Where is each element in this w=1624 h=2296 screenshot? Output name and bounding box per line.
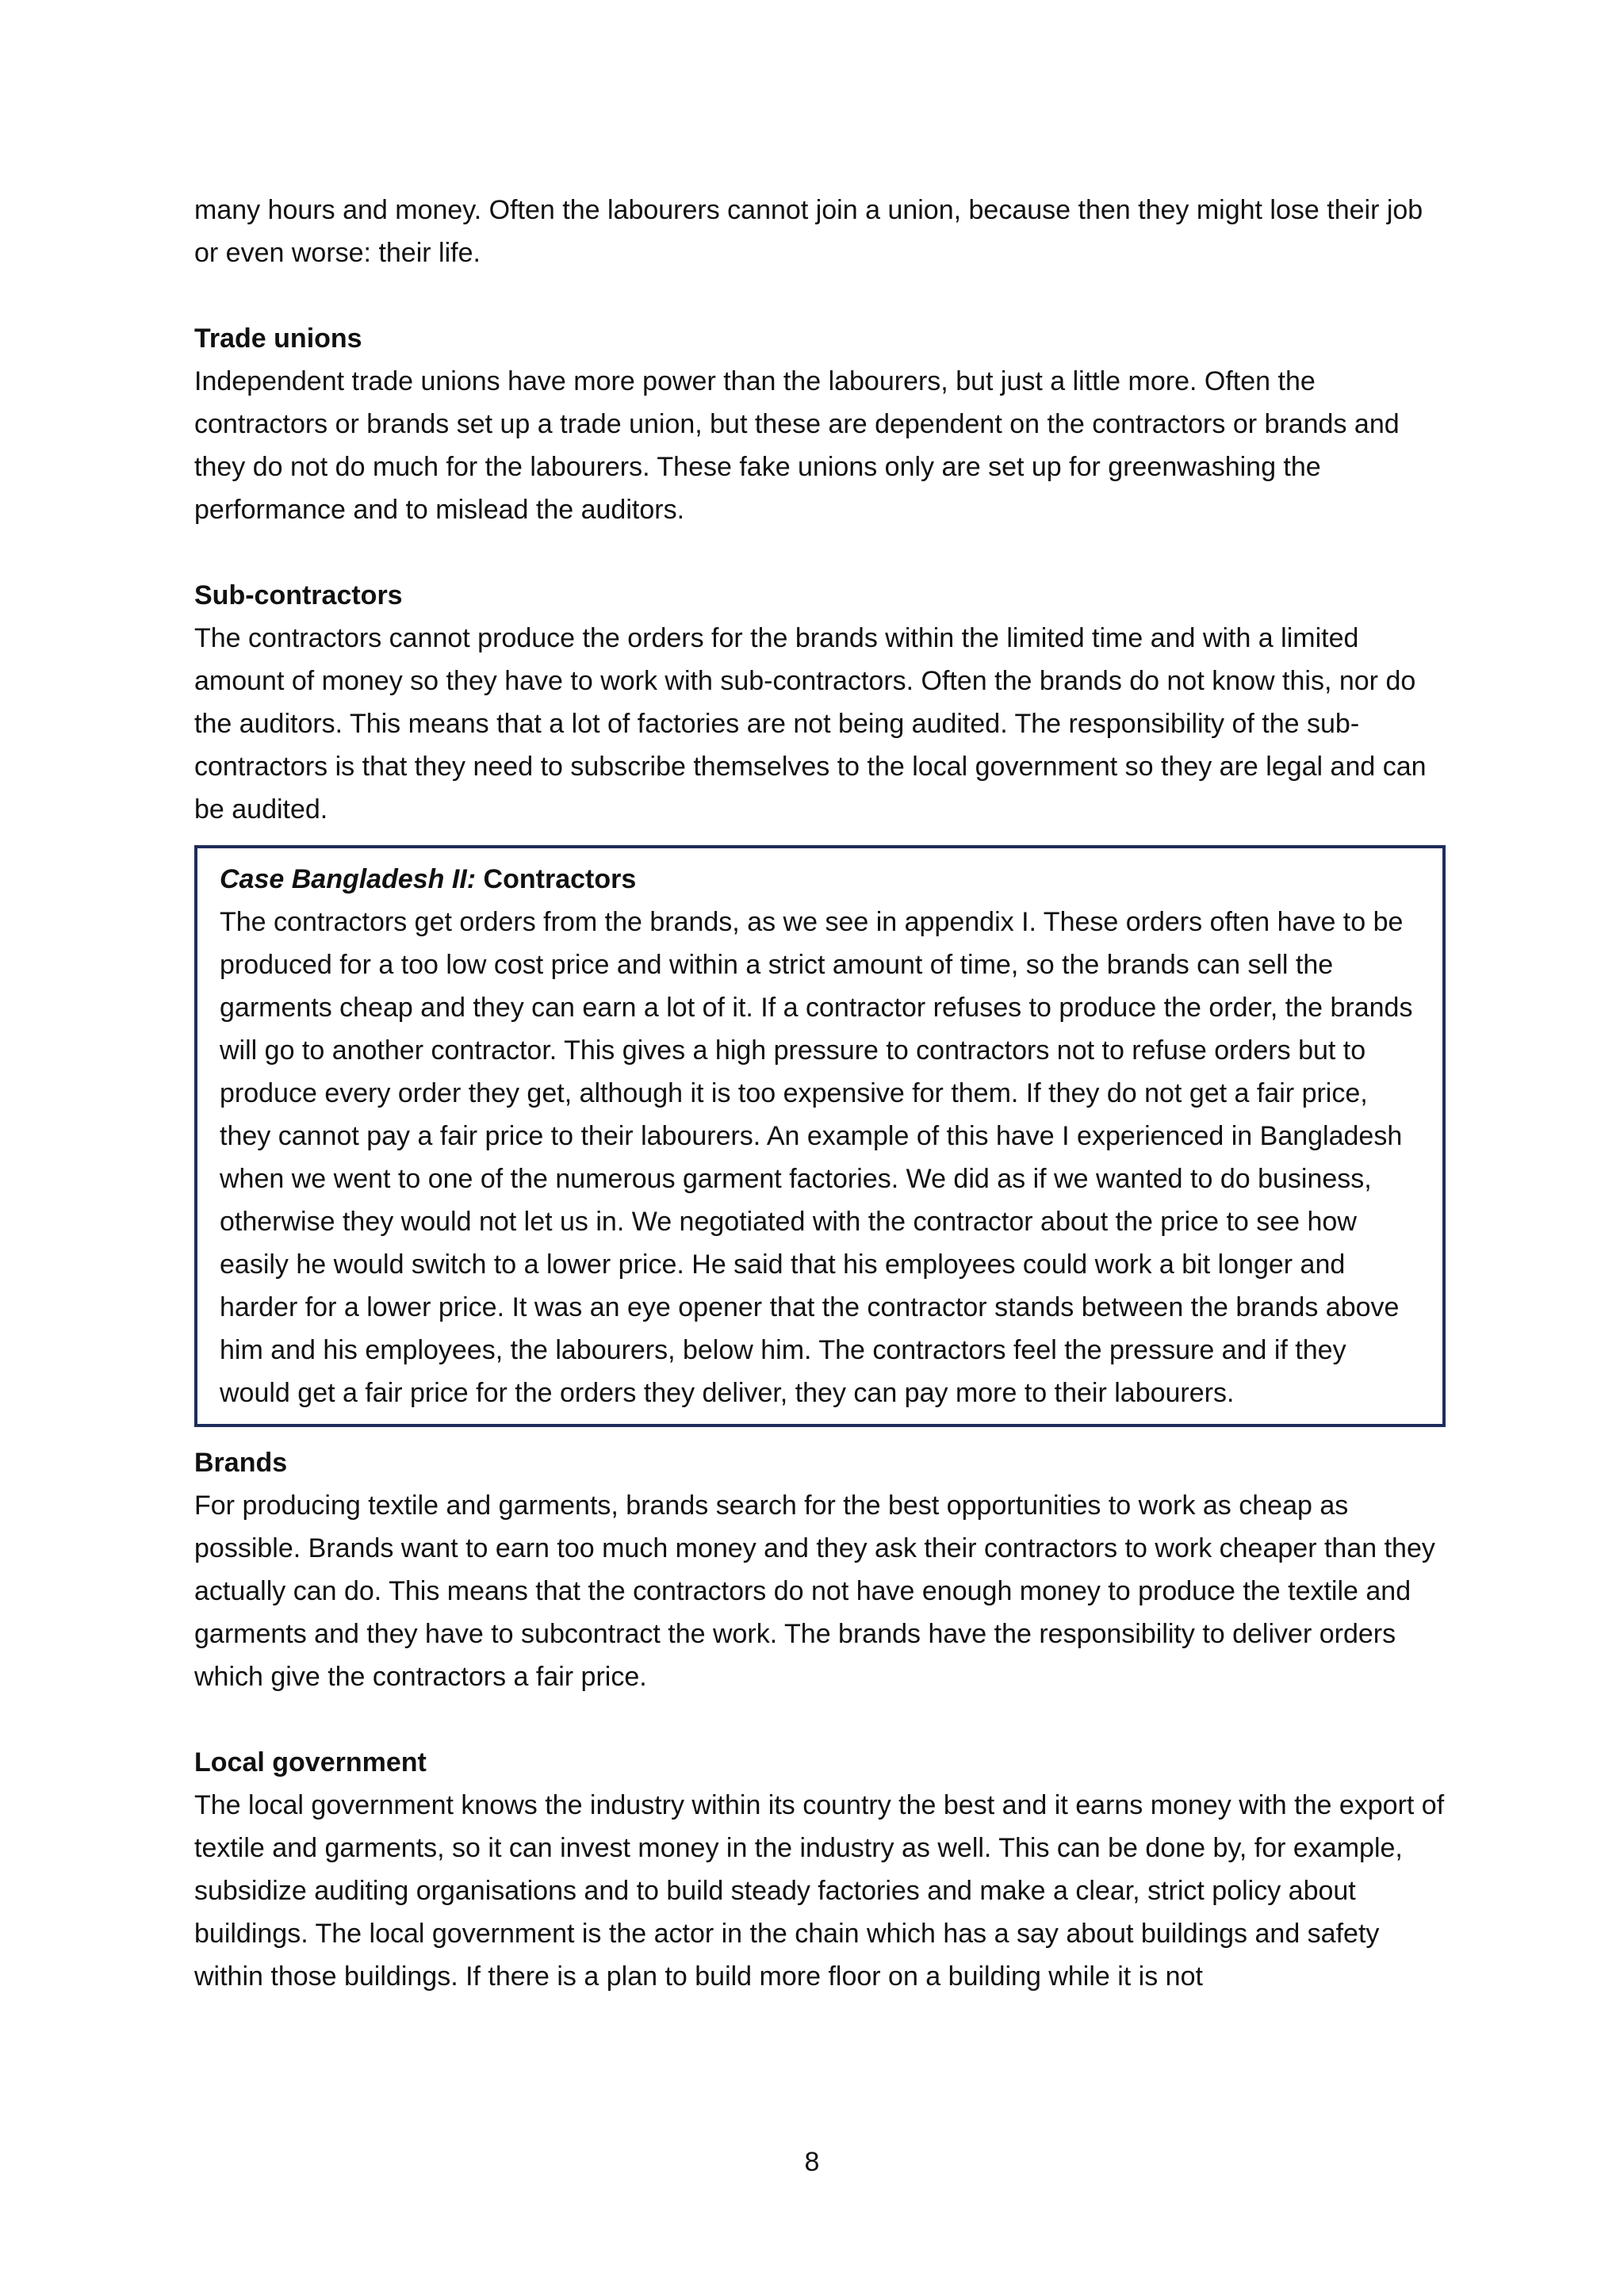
- heading-sub-contractors: Sub-contractors: [194, 580, 403, 610]
- spacer: [194, 531, 1447, 574]
- heading-brands: Brands: [194, 1448, 288, 1478]
- trade-unions-paragraph: Independent trade unions have more power than the labourers, but just a little more. Often the contractors or brands set up a trade union, but these are dependent on the contractors or brands and they do not do much for the labourers. These fake unions only are set up for greenwashing the performance and to mislead the auditors.: [194, 366, 1400, 525]
- spacer: [194, 274, 1447, 317]
- heading-local-government: Local government: [194, 1747, 427, 1777]
- page-number: 8: [804, 2147, 820, 2177]
- spacer: [194, 1698, 1447, 1741]
- sub-contractors-paragraph: The contractors cannot produce the orders for the brands within the limited time and with a limited amount of money so they have to work with sub-contractors. Often the brands do not know this, nor do the auditors. This means that a lot of factories are not being audited. The responsibility of the sub-contractors is that they need to subscribe themselves to the local government so they are legal and can be audited.: [194, 623, 1427, 825]
- local-government-paragraph: The local government knows the industry within its country the best and it earns money with the export of textile and garments, so it can invest money in the industry as well. This can be done by, for example, subsidize auditing organisations and to build steady factories and make a clear, strict policy about buildings. The local government is the actor in the chain which has a say about buildings and safety within those buildings. If there is a plan to build more floor on a building while it is not: [194, 1790, 1445, 1992]
- case-title-bold: Contractors: [476, 864, 637, 894]
- brands-paragraph: For producing textile and garments, brands search for the best opportunities to work as cheap as possible. Brands want to earn too much money and they ask their contractors to work cheaper than they actually can do. This means that the contractors do not have enough money to produce the textile and garments and they have to subcontract the work. The brands have the responsibility to deliver orders which give the contractors a fair price.: [194, 1490, 1435, 1692]
- document-body: [194, 189, 1447, 1998]
- heading-trade-unions: Trade unions: [194, 323, 362, 354]
- case-bangladesh-box: [194, 845, 1446, 1427]
- case-box-title: [220, 858, 1420, 901]
- case-box-paragraph: The contractors get orders from the brands, as we see in appendix I. These orders often have to be produced for a too low cost price and within a strict amount of time, so the brands can sell the garments cheap and they can earn a lot of it. If a contractor refuses to produce the order, the brands will go to another contractor. This gives a high pressure to contractors not to refuse orders but to produce every order they get, although it is too expensive for them. If they do not get a fair price, they cannot pay a fair price to their labourers. An example of this have I experienced in Bangladesh when we went to one of the numerous garment factories. We did as if we wanted to do business, otherwise they would not let us in. We negotiated with the contractor about the price to see how easily he would switch to a lower price. He said that his employees could work a bit longer and harder for a lower price. It was an eye opener that the contractor stands between the brands above him and his employees, the labourers, below him. The contractors feel the pressure and if they would get a fair price for the orders they deliver, they can pay more to their labourers.: [220, 907, 1413, 1408]
- case-title-italic: Case Bangladesh II:: [220, 864, 477, 894]
- intro-paragraph: many hours and money. Often the labourers cannot join a union, because then they might lose their job or even worse: their life.: [194, 195, 1423, 268]
